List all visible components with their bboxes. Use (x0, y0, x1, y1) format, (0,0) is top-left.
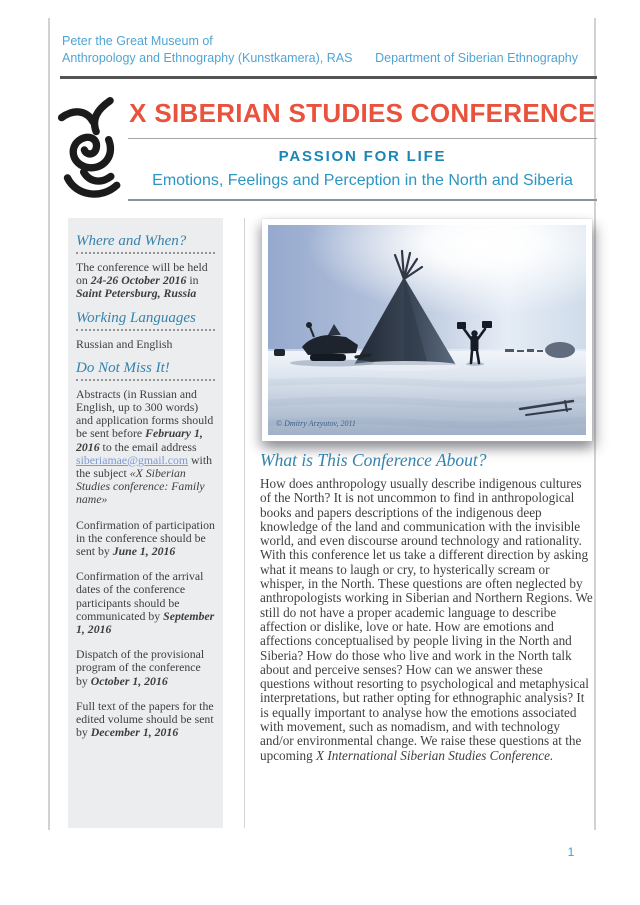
participation-deadline-date: June 1, 2016 (112, 544, 176, 559)
abstracts-text: Abstracts (in Russian and English, up to 300 words) and application forms should be sent before (76, 386, 214, 441)
arrival-deadline-text (76, 570, 215, 636)
participation-deadline-text (76, 519, 215, 559)
dotted-separator (76, 252, 215, 254)
masthead (128, 98, 597, 201)
conference-dates: 24-26 October 2016 (90, 273, 187, 288)
museum-name-line2: Anthropology and Ethnography (Kunstkamera), RAS (62, 51, 353, 65)
about-body-text: How does anthropology usually describe indigenous cultures of the North? It is not uncommon to find in anthropological books and papers descriptions of the indigenous deep knowledge of the land and communication with the invisible world, and even discourse around technology and rationality. With this conference let us take a different direction by asking what it means to laugh or cry, to hysterically scream or whisper, in the North. These questions are often neglected by anthropologists working in Siberian and Northern Regions. We still do not have a proper academic language to describe affection or dislike, love or hate. How are emotions and affections conceptualised by people living in the North and Siberia? How do those who live and work in the North talk about and perceive senses? How can we answer these questions without resorting to psychological and metaphysical interpretations, but rather opting for ethnographic analysis? It is equally important to analyse how the emotions associated with movement, such as nomadism, and with technology and/or environmental change. We raise these questions at the upcoming (260, 476, 593, 763)
program-deadline-text (76, 648, 215, 688)
winter-tundra-photo (268, 225, 586, 435)
about-conference-name: X International Siberian Studies Conference. (316, 747, 554, 763)
arrival-text: Confirmation of the arrival dates of the conference participants should be communicated by (76, 569, 204, 623)
email-subject-text: «X Siberian Studies conference: Family name» (76, 466, 205, 507)
masthead-bottom-rule (128, 199, 597, 201)
logo-spiral (73, 137, 110, 167)
conference-place: Saint Petersburg, Russia (76, 286, 197, 301)
abstracts-deadline-text (76, 388, 215, 507)
page-header (62, 33, 578, 67)
left-margin-rule (48, 18, 50, 830)
papers-text: Full text of the papers for the edited volume should be sent by (76, 698, 214, 740)
conference-tagline: Emotions, Feelings and Perception in the North and Siberia (152, 172, 573, 189)
participation-text: Confirmation of participation in the conference should be sent by (76, 517, 215, 559)
abstracts-text-2: to the email address (99, 439, 197, 454)
museum-name-line1: Peter the Great Museum of (62, 34, 213, 48)
about-heading: What is This Conference About? (260, 450, 487, 470)
abstracts-text-3: with the subject (76, 452, 213, 481)
submission-email-link[interactable]: siberiamae@gmail.com (76, 452, 189, 467)
distant-object (274, 349, 285, 356)
tundra-photo-frame (262, 219, 592, 441)
mae-spiral-logo-icon (54, 97, 128, 211)
papers-deadline-text (76, 700, 215, 740)
where-when-heading: Where and When? (76, 233, 187, 249)
where-when-text (76, 261, 215, 301)
department-name: Department of Siberian Ethnography (375, 51, 578, 65)
dotted-separator (76, 379, 215, 381)
logo-stroke-top-left (62, 112, 94, 122)
arrival-deadline-date: September 1, 2016 (76, 608, 215, 637)
conference-subtitle: PASSION FOR LIFE (278, 148, 447, 165)
about-section (260, 450, 595, 763)
logo-stroke-top-right (95, 101, 111, 132)
header-divider-rule (60, 76, 597, 79)
info-sidebar (68, 218, 223, 828)
program-text: Dispatch of the provisional program of the conference by (76, 647, 205, 688)
photo-credit: © Dmitry Arzyutov, 2011 (276, 419, 356, 428)
working-languages-text: Russian and English (76, 336, 173, 351)
dotted-separator (76, 329, 215, 331)
column-separator-rule (244, 218, 245, 828)
program-deadline-date: October 1, 2016 (90, 673, 168, 688)
logo-stroke-bottom-inner (84, 172, 111, 181)
about-paragraph (260, 477, 595, 763)
where-lead: The conference will be held on (76, 260, 208, 288)
abstracts-deadline-date: February 1, 2016 (76, 426, 203, 454)
do-not-miss-heading: Do Not Miss It! (76, 359, 170, 376)
conference-title: X SIBERIAN STUDIES CONFERENCE (129, 98, 596, 128)
where-mid: in (186, 273, 199, 288)
page-number: 1 (567, 845, 575, 859)
papers-deadline-date: December 1, 2016 (90, 725, 179, 740)
title-divider-rule (128, 138, 597, 139)
working-languages-heading: Working Languages (76, 309, 196, 326)
